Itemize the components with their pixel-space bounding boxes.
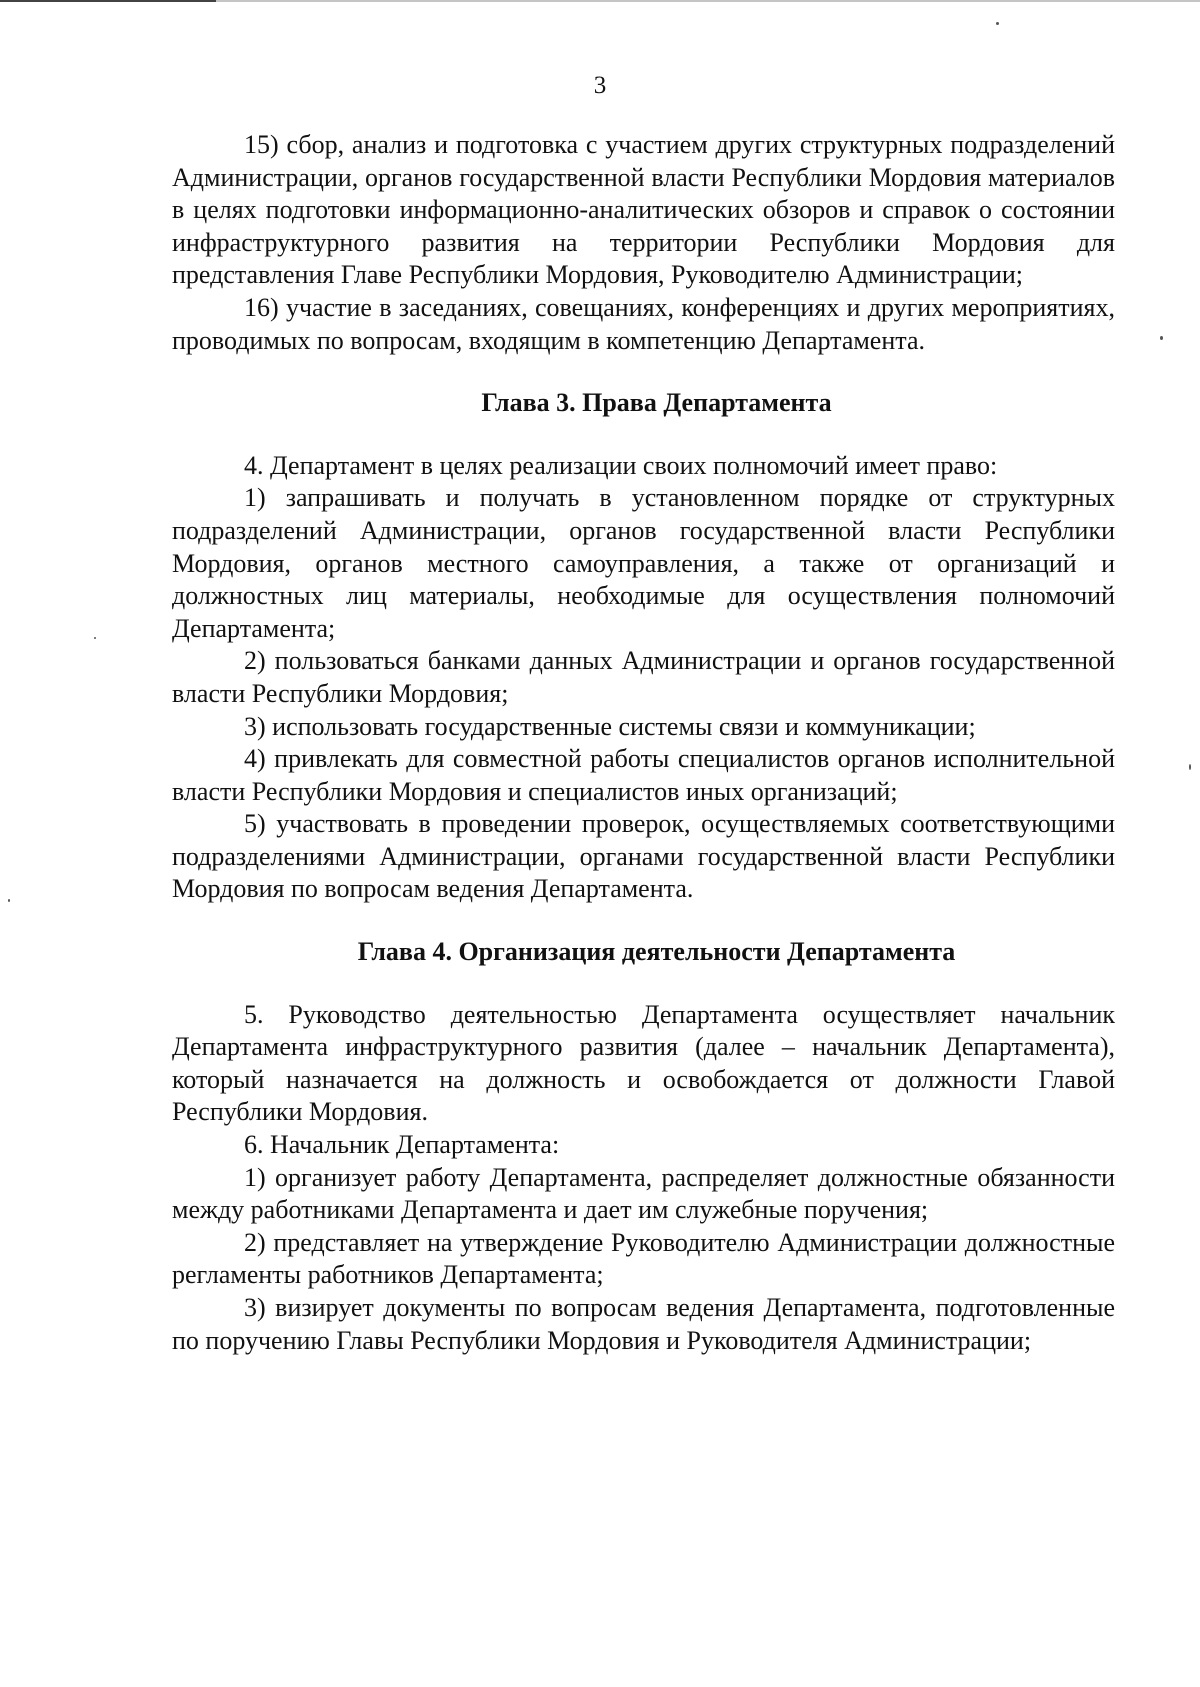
paragraph-duty-3: 3) визирует документы по вопросам ведения Департамента, подготовленные по поручению Главы Республики Мордовия и Руководителя Администрации;: [172, 1293, 1115, 1355]
scan-speck: [996, 22, 999, 25]
paragraph-clause-4: 4. Департамент в целях реализации своих полномочий имеет право:: [244, 450, 998, 480]
scan-top-edge: [0, 0, 1200, 2]
paragraph-right-4: 4) привлекать для совместной работы специалистов органов исполнительной власти Республики Мордовия и специалистов иных организаций;: [172, 744, 1115, 806]
paragraph-right-1: 1) запрашивать и получать в установленном порядке от структурных подразделений Администрации, органов государственной власти Республики Мордовия, органов местного самоуправления, а также от организаций и должностных лиц материалы, необходимые для осуществления полномочий Департамента;: [172, 483, 1115, 643]
paragraph-clause-5: 5. Руководство деятельностью Департамента осуществляет начальник Департамента инфраструктурного развития (далее – начальник Департамента), который назначается на должность и освобождается от должности Главой Республики Мордовия.: [172, 999, 1115, 1127]
paragraph-right-2: 2) пользоваться банками данных Администрации и органов государственной власти Республики Мордовия;: [172, 646, 1115, 708]
paragraph-right-3: 3) использовать государственные системы связи и коммуникации;: [244, 711, 976, 741]
scan-speck: [8, 899, 10, 902]
scan-speck: [1189, 764, 1191, 770]
scan-speck: [1160, 336, 1163, 340]
paragraph-item-16: 16) участие в заседаниях, совещаниях, конференциях и других мероприятиях, проводимых по вопросам, входящим в компетенцию Департамента.: [172, 292, 1115, 355]
paragraph-duty-1: 1) организует работу Департамента, распределяет должностные обязанности между работниками Департамента и дает им служебные поручения;: [172, 1162, 1115, 1225]
paragraph-clause-6: 6. Начальник Департамента:: [244, 1130, 560, 1160]
paragraph-duty-2: 2) представляет на утверждение Руководителю Администрации должностные регламенты работников Департамента;: [172, 1227, 1115, 1290]
scan-speck: [94, 637, 96, 639]
paragraph-item-15: 15) сбор, анализ и подготовка с участием других структурных подразделений Администрации, органов государственной власти Республики Мордовия материалов в целях подготовки информационно-аналитических обзоров и справок о состоянии инфраструктурного развития на территории Республики Мордовия для представления Главе Республики Мордовия, Руководителю Администрации;: [172, 130, 1115, 290]
chapter-3-heading: Глава 3. Права Департамента: [481, 388, 832, 418]
paragraph-right-5: 5) участвовать в проведении проверок, осуществляемых соответствующими подразделениями Администрации, органами государственной власти Республики Мордовия по вопросам ведения Департамента.: [172, 809, 1115, 904]
chapter-4-heading: Глава 4. Организация деятельности Департамента: [357, 937, 956, 967]
page-number: 3: [593, 72, 607, 99]
document-body: [172, 129, 1115, 1357]
